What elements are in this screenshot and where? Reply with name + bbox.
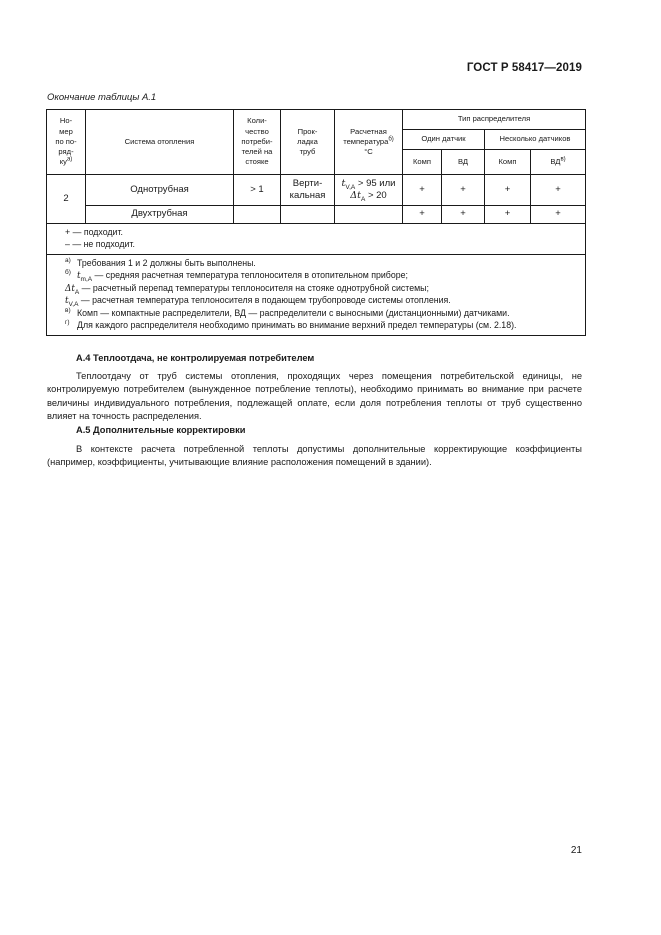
row-vd-2: + — [531, 175, 586, 206]
row-quantity: > 1 — [234, 175, 281, 206]
section-body-a5: В контексте расчета потребленной теплоты допустимы дополнительные корректирующие коэффициенты (например, коэффициенты, учитывающие влияние расположения помещений в здании). — [47, 444, 582, 468]
footnote: $t_{V,A}$ — расчетная температура теплоносителя в подающем трубопроводе системы отопления. — [65, 295, 451, 309]
row-komp-2: + — [485, 175, 531, 206]
header-komp-2: Комп — [485, 150, 531, 175]
header-temperature: Расчетная температура$^{б)}$ °С — [335, 110, 403, 175]
footnote: $\Delta t_A$ — расчетный перепад температуры теплоносителя на стояке однотрубной системы; — [65, 282, 429, 296]
header-one-sensor: Один датчик — [403, 130, 485, 150]
page-number: 21 — [570, 845, 582, 856]
row-number: 2 — [47, 175, 86, 224]
footnote: а) Требования 1 и 2 должны быть выполнены. — [65, 256, 256, 268]
footnote: г) Для каждого распределителя необходимо принимать во внимание верхний предел температуры (см. 2.18). — [65, 319, 517, 331]
footnotes-row — [47, 254, 586, 335]
row-temperature: $t_{V,A} > 95$ или $\Delta t_A > 20$ — [335, 175, 403, 206]
row-system: Двухтрубная — [86, 206, 234, 224]
row-temperature — [335, 206, 403, 224]
header-komp-1: Комп — [403, 150, 442, 175]
header-quantity: Коли- чество потреби- телей на стояке — [234, 110, 281, 175]
section-title-a5: А.5 Дополнительные корректировки — [76, 425, 246, 435]
row-quantity — [234, 206, 281, 224]
header-vd-2: $ВД^{в)}$ — [531, 150, 586, 175]
header-laying: Прок- ладка труб — [281, 110, 335, 175]
row-komp-2: + — [485, 206, 531, 224]
table-caption: Окончание таблицы А.1 — [47, 92, 157, 103]
section-body-a4: Теплоотдачу от труб системы отопления, проходящих через помещения потребительской единицы, не контролируемую потребителем (вынужденное потребление теплоты), необходимо принимать во внимание при расчете величины индивидуального потребления, подлежащей оплате, если доля потребления теплоты от труб существенно влияет на точность распределения. — [47, 371, 582, 422]
standard-code: ГОСТ Р 58417—2019 — [466, 62, 582, 74]
header-number: Но- мер по по- ряд- $ку^{а)}$ — [47, 110, 86, 175]
legend-item: – — не подходит. — [65, 238, 135, 249]
row-vd-1: + — [442, 175, 485, 206]
table-row — [47, 206, 586, 224]
footnote: б) $t_{m,A}$ — средняя расчетная температура теплоносителя в отопительном приборе; — [65, 268, 408, 283]
row-system: Однотрубная — [86, 175, 234, 206]
row-laying — [281, 206, 335, 224]
header-distributor-type: Тип распределителя — [403, 110, 586, 130]
table-row — [47, 175, 586, 206]
row-komp-1: + — [403, 206, 442, 224]
row-komp-1: + — [403, 175, 442, 206]
row-vd-1: + — [442, 206, 485, 224]
row-laying: Верти- кальная — [281, 175, 335, 206]
header-vd-1: ВД — [442, 150, 485, 175]
distributor-table — [46, 109, 586, 336]
legend-item: + — подходит. — [65, 227, 123, 237]
legend-row — [47, 224, 586, 255]
footnote: в) Комп — компактные распределители, ВД — распределители с выносными (дистанционными) датчиками. — [65, 307, 510, 319]
row-vd-2: + — [531, 206, 586, 224]
header-several-sensors: Несколько датчиков — [485, 130, 586, 150]
section-title-a4: А.4 Теплоотдача, не контролируемая потребителем — [76, 353, 315, 363]
header-system: Система отопления — [86, 110, 234, 175]
